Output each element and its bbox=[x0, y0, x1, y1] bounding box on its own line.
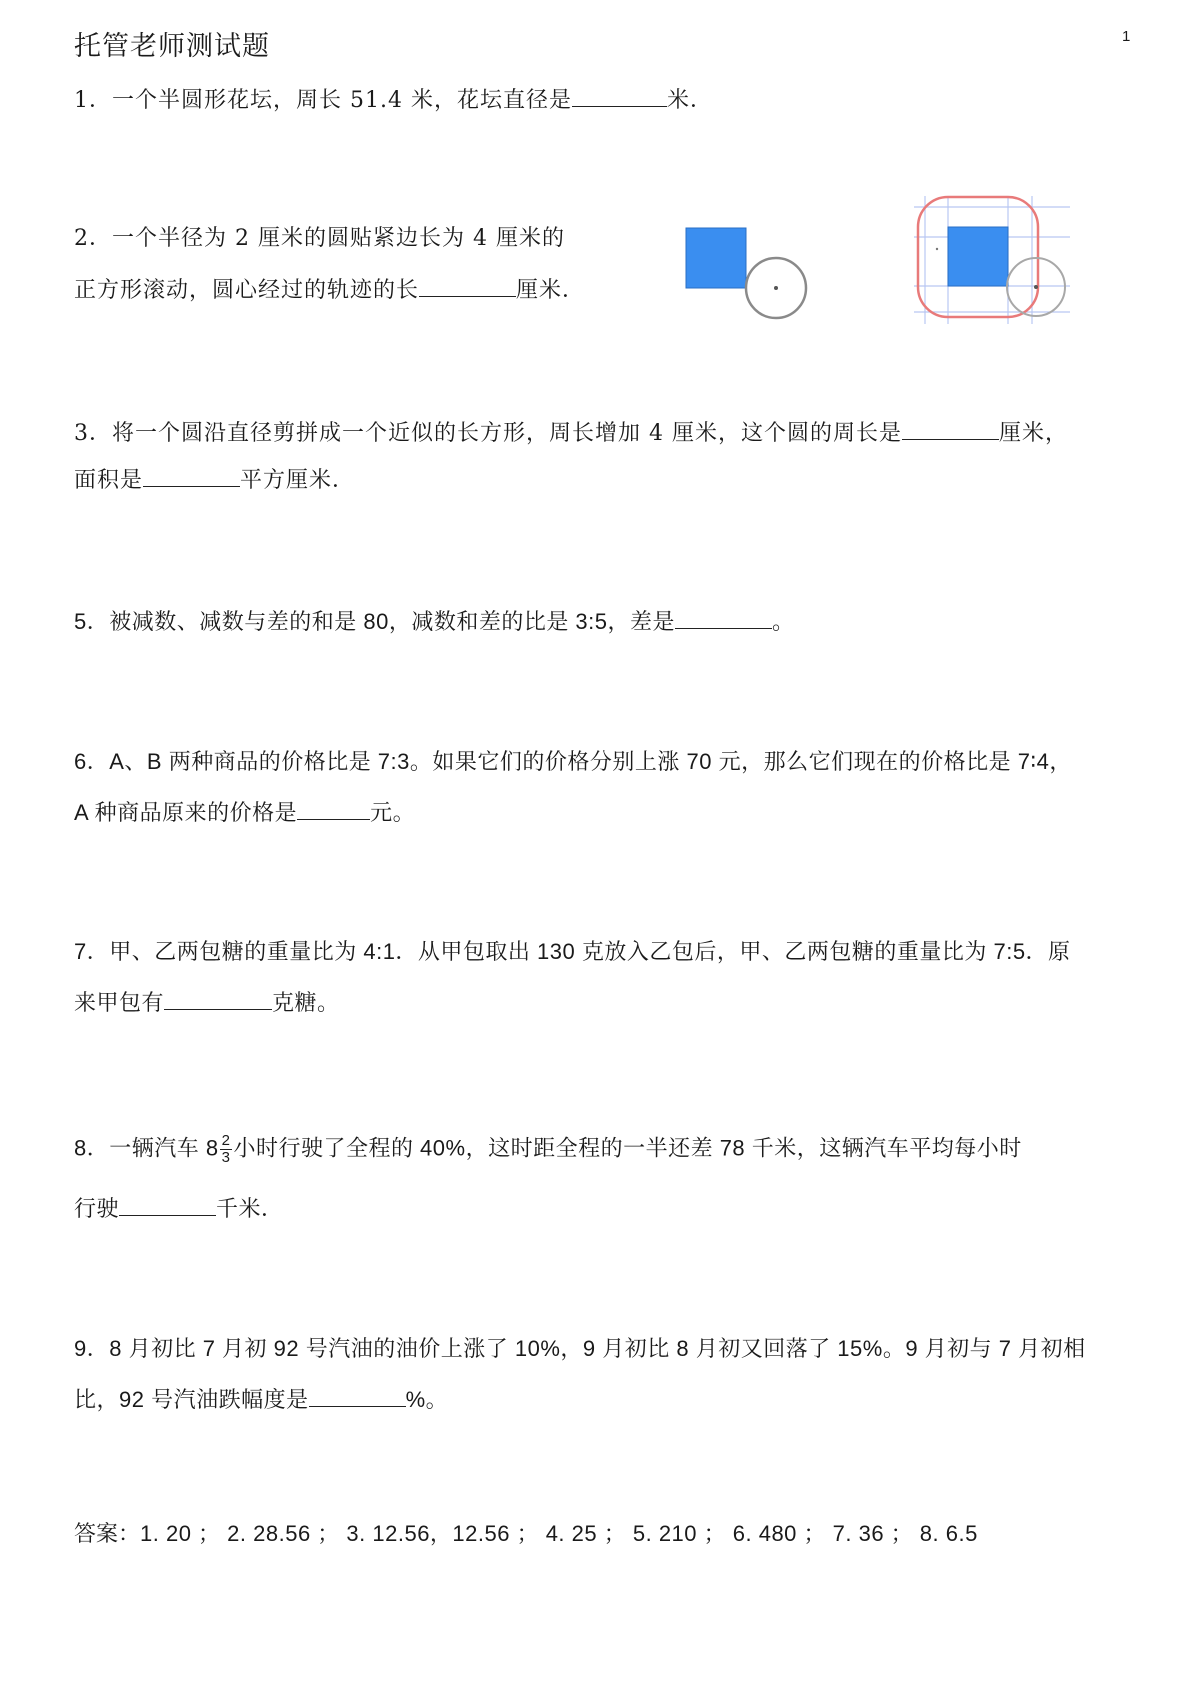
blue-square bbox=[686, 228, 746, 288]
answer-key bbox=[74, 1517, 978, 1548]
question-3-unit-1: 厘米， bbox=[998, 421, 1068, 446]
figure-circle-track bbox=[910, 192, 1075, 327]
question-9-line-1: 9．8 月初比 7 月初 92 号汽油的油价上涨了 10%，9 月初比 8 月初又回落了 15%。9 月初与 7 月初相 bbox=[74, 1336, 1086, 1361]
question-6-line-1: 6．A、B 两种商品的价格比是 7:3。如果它们的价格分别上涨 70 元，那么它们现在的价格比是 7∶4， bbox=[74, 749, 1072, 774]
answer-key-values: 1. 20 ； 2. 28.56 ； 3. 12.56，12.56 ； 4. 25 ； 5. 210 ； 6. 480 ； 7. 36 ； 8. 6.5 bbox=[140, 1521, 978, 1546]
question-5-end: 。 bbox=[772, 609, 795, 634]
question-6-unit: 元。 bbox=[370, 800, 416, 825]
circle-center-dot bbox=[774, 286, 778, 290]
answer-blank-3b[interactable] bbox=[143, 462, 240, 487]
question-8-line-2 bbox=[74, 1191, 284, 1224]
answer-blank-1[interactable] bbox=[572, 82, 667, 107]
question-7-line-1: 7．甲、乙两包糖的重量比为 4:1．从甲包取出 130 克放入乙包后，甲、乙两包糖的重量比为 7:5．原 bbox=[74, 939, 1071, 964]
question-2-unit: 厘米． bbox=[516, 278, 586, 303]
answer-blank-6[interactable] bbox=[297, 795, 370, 820]
marker-dot bbox=[936, 248, 938, 250]
question-6-text: A 种商品原来的价格是 bbox=[74, 800, 298, 825]
question-8-text-2: 行驶 bbox=[74, 1196, 120, 1221]
question-3-text-2: 面积是 bbox=[74, 468, 144, 493]
answer-blank-7[interactable] bbox=[164, 985, 272, 1010]
question-7-line-2 bbox=[74, 985, 340, 1018]
question-9-line-2 bbox=[74, 1382, 448, 1415]
question-2-text: 正方形滚动，圆心经过的轨迹的长 bbox=[74, 278, 420, 303]
question-3-line-1 bbox=[74, 415, 1068, 449]
question-1 bbox=[74, 82, 713, 116]
answer-key-label: 答案： bbox=[74, 1522, 141, 1547]
answer-blank-3a[interactable] bbox=[902, 415, 999, 440]
question-8-unit: 千米． bbox=[216, 1196, 284, 1221]
answer-blank-5[interactable] bbox=[675, 604, 772, 629]
fraction-numerator: 2 bbox=[221, 1132, 231, 1149]
question-9-unit: %。 bbox=[405, 1387, 449, 1412]
question-8-text: 8．一辆汽车 8 bbox=[74, 1135, 219, 1161]
question-8-line-1 bbox=[74, 1133, 1022, 1166]
question-3-unit-2: 平方厘米． bbox=[240, 468, 356, 493]
question-6-line-2 bbox=[74, 795, 415, 828]
question-1-text: 1．一个半圆形花坛，周长 51.4 米，花坛直径是 bbox=[74, 88, 572, 113]
circle-center-dot bbox=[1034, 285, 1038, 289]
answer-blank-2[interactable] bbox=[419, 272, 516, 297]
question-3-line-2 bbox=[74, 462, 355, 496]
blue-square bbox=[948, 227, 1008, 286]
mixed-number-fraction bbox=[220, 1133, 233, 1166]
question-7-text: 来甲包有 bbox=[74, 990, 165, 1015]
fraction-denominator: 3 bbox=[221, 1149, 231, 1166]
page-number: 1 bbox=[1122, 28, 1131, 45]
question-1-unit: 米． bbox=[666, 88, 713, 113]
figure-square-circle bbox=[680, 222, 815, 324]
question-7-unit: 克糖。 bbox=[272, 990, 340, 1015]
question-2-line-2 bbox=[74, 272, 585, 306]
page-title: 托管老师测试题 bbox=[74, 31, 270, 62]
question-5-text: 5．被减数、减数与差的和是 80，减数和差的比是 3:5，差是 bbox=[74, 609, 676, 634]
answer-blank-9[interactable] bbox=[309, 1382, 406, 1407]
question-2-line-1: 2．一个半径为 2 厘米的圆贴紧边长为 4 厘米的 bbox=[74, 226, 565, 251]
question-3-text: 3．将一个圆沿直径剪拼成一个近似的长方形，周长增加 4 厘米，这个圆的周长是 bbox=[74, 421, 902, 446]
question-9-text: 比，92 号汽油跌幅度是 bbox=[74, 1387, 309, 1412]
answer-blank-8[interactable] bbox=[119, 1191, 216, 1216]
question-8-text-cont: 小时行驶了全程的 40%，这时距全程的一半还差 78 千米，这辆汽车平均每小时 bbox=[233, 1135, 1022, 1161]
question-5 bbox=[74, 604, 795, 637]
